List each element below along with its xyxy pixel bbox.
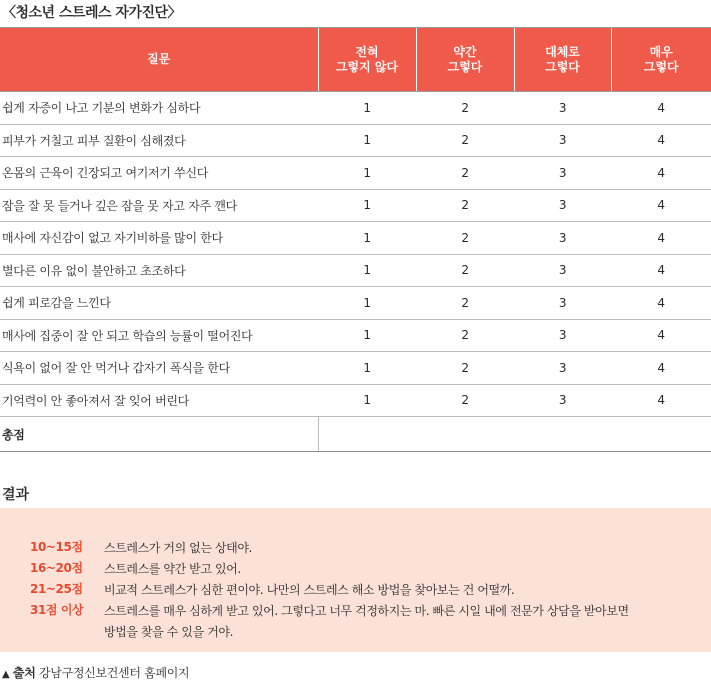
table-row (0, 319, 711, 352)
source-line (2, 664, 189, 681)
score-cell: 3 (514, 287, 611, 320)
table-row (0, 254, 711, 287)
score-cell: 3 (514, 254, 611, 287)
score-cell: 2 (416, 384, 514, 417)
question-cell: 쉽게 자증이 나고 기분의 변화가 심하다 (0, 92, 318, 125)
score-cell: 2 (416, 189, 514, 222)
score-cell: 3 (514, 157, 611, 190)
result-description: 스트레스가 거의 없는 상태야. (104, 541, 252, 555)
source-label: 출처 (12, 666, 36, 680)
header-line: 전혀 (355, 44, 379, 59)
header-very (611, 28, 711, 92)
question-cell: 온몸의 근육이 긴장되고 여기저기 쑤신다 (0, 157, 318, 190)
score-cell: 1 (318, 352, 416, 385)
score-cell: 3 (514, 92, 611, 125)
score-cell: 3 (514, 222, 611, 255)
score-cell: 1 (318, 157, 416, 190)
score-cell: 2 (416, 124, 514, 157)
header-line: 약간 (453, 44, 477, 59)
score-range: 31점 이상 (30, 603, 84, 617)
score-cell: 2 (416, 92, 514, 125)
score-cell: 4 (611, 254, 711, 287)
score-cell: 2 (416, 352, 514, 385)
header-line: 그렇다 (643, 59, 679, 74)
table-row (0, 384, 711, 417)
header-line: 그렇다 (545, 59, 580, 74)
score-cell: 4 (611, 384, 711, 417)
score-cell: 4 (611, 92, 711, 125)
score-cell: 3 (514, 384, 611, 417)
score-cell: 1 (318, 254, 416, 287)
table-row (0, 287, 711, 320)
score-cell: 4 (611, 352, 711, 385)
result-description: 비교적 스트레스가 심한 편이야. 나만의 스트레스 해소 방법을 찾아보는 건 어떨까. (104, 583, 515, 597)
question-cell: 피부가 거칠고 피부 질환이 심해졌다 (0, 124, 318, 157)
score-range: 21~25점 (30, 582, 83, 596)
score-cell: 3 (514, 319, 611, 352)
self-diagnosis-table (0, 27, 711, 452)
question-cell: 식욕이 없어 잘 안 먹거나 갑자기 폭식을 한다 (0, 352, 318, 385)
score-range: 10~15점 (30, 540, 83, 554)
score-cell: 3 (514, 124, 611, 157)
question-cell: 잠을 잘 못 들거나 깊은 잠을 못 자고 자주 깬다 (0, 189, 318, 222)
header-line: 대체로 (545, 44, 580, 59)
question-cell: 별다른 이유 없이 불안하고 초조하다 (0, 254, 318, 287)
score-cell: 2 (416, 254, 514, 287)
header-question (0, 28, 318, 92)
header-slightly (416, 28, 514, 92)
header-line: 그렇다 (447, 59, 483, 74)
question-cell: 쉽게 피로감을 느낀다 (0, 287, 318, 320)
table-row (0, 92, 711, 125)
table-header-row (0, 28, 711, 92)
score-cell: 1 (318, 319, 416, 352)
score-cell: 2 (416, 319, 514, 352)
score-cell: 1 (318, 287, 416, 320)
score-cell: 4 (611, 189, 711, 222)
table-row (0, 222, 711, 255)
triangle-icon: ▲ (2, 669, 10, 680)
score-cell: 4 (611, 124, 711, 157)
header-never (318, 28, 416, 92)
question-cell: 매사에 집중이 잘 안 되고 학습의 능률이 떨어진다 (0, 319, 318, 352)
question-cell: 매사에 자신감이 없고 자기비하를 많이 한다 (0, 222, 318, 255)
result-description: 스트레스를 매우 심하게 받고 있어. 그렇다고 너무 걱정하지는 마. 빠른 시일 내에 전문가 상담을 받아보면 방법을 찾을 수 있을 거야. (104, 604, 629, 639)
score-cell: 3 (514, 352, 611, 385)
score-cell: 2 (416, 222, 514, 255)
score-cell: 1 (318, 384, 416, 417)
header-mostly (514, 28, 611, 92)
table-body (0, 92, 711, 452)
table-row (0, 189, 711, 222)
table-row (0, 157, 711, 190)
score-range: 16~20점 (30, 561, 83, 575)
header-line: 매우 (649, 44, 673, 59)
total-label: 총점 (0, 417, 318, 452)
score-cell: 4 (611, 287, 711, 320)
score-cell: 1 (318, 189, 416, 222)
score-cell: 2 (416, 287, 514, 320)
result-title: 결과 (2, 487, 30, 503)
header-line: 그렇지 않다 (335, 59, 399, 74)
question-cell: 기억력이 안 좋아져서 잘 잊어 버린다 (0, 384, 318, 417)
score-cell: 1 (318, 222, 416, 255)
page-title: 〈청소년 스트레스 자가진단〉 (2, 5, 182, 21)
result-description: 스트레스를 약간 받고 있어. (104, 562, 241, 576)
score-cell: 4 (611, 157, 711, 190)
table-row (0, 352, 711, 385)
score-cell: 3 (514, 189, 611, 222)
score-cell: 1 (318, 92, 416, 125)
score-cell: 2 (416, 157, 514, 190)
score-cell: 4 (611, 319, 711, 352)
source-text: 강남구정신보건센터 홈페이지 (39, 666, 190, 680)
total-score-cell (318, 417, 711, 452)
header-line: 질문 (147, 52, 171, 66)
result-box (0, 508, 711, 652)
table-row (0, 124, 711, 157)
total-row (0, 417, 711, 452)
score-cell: 1 (318, 124, 416, 157)
score-cell: 4 (611, 222, 711, 255)
